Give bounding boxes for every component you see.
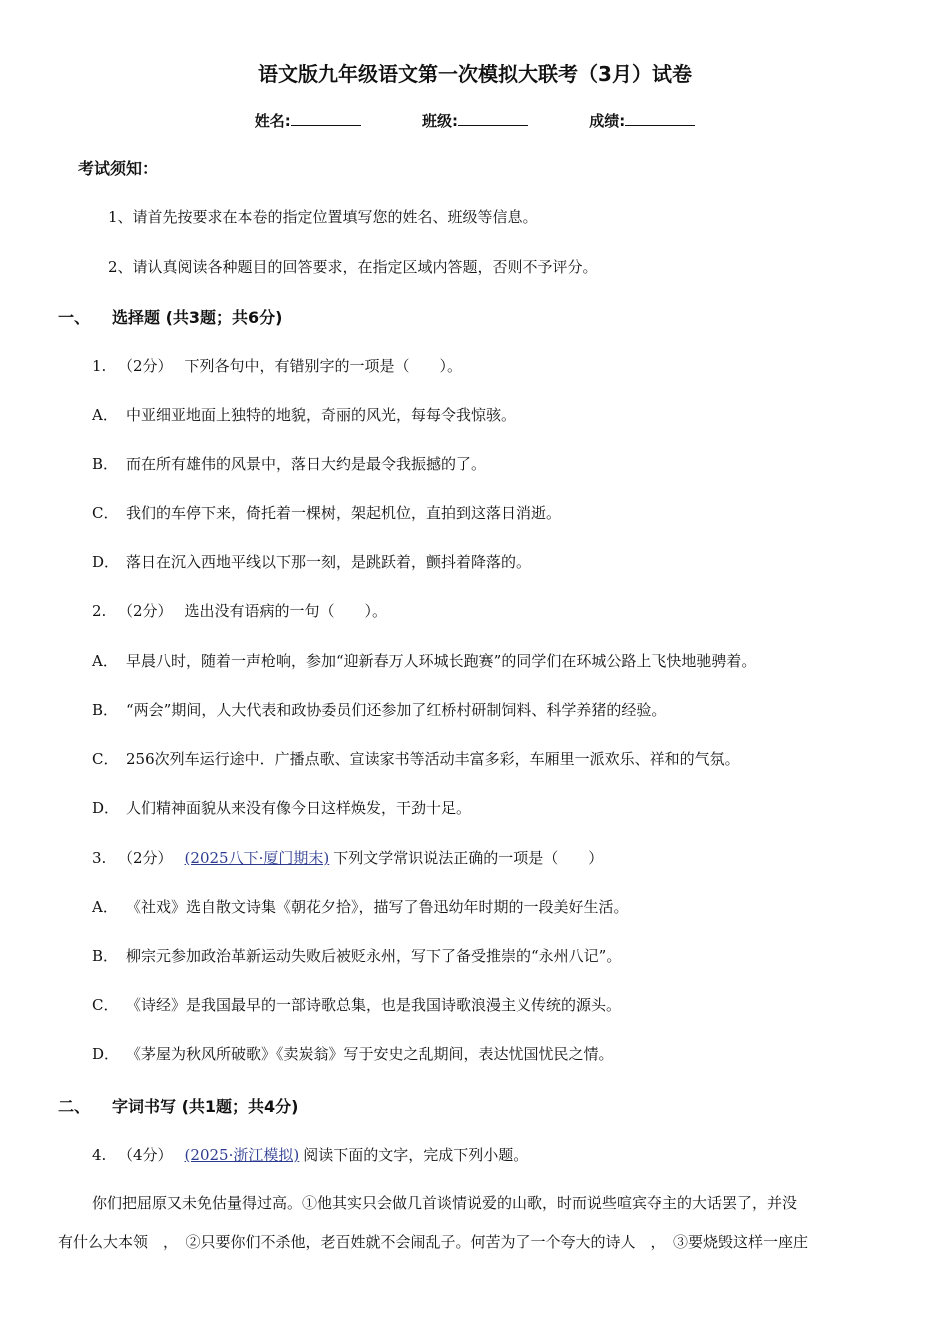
name-blank[interactable]: [291, 113, 361, 126]
question-2: 2. （2分） 选出没有语病的一句（ ）。: [92, 602, 388, 620]
option-2d[interactable]: D． 人们精神面貌从来没有像今日这样焕发，干劲十足。: [92, 799, 472, 817]
student-info-line: [0, 110, 950, 131]
question-source-link[interactable]: (2025·浙江模拟): [184, 1146, 300, 1164]
question-stem: 阅读下面的文字，完成下列小题。: [303, 1146, 529, 1164]
question-1: 1. （2分） 下列各句中，有错别字的一项是（ ）。: [92, 357, 463, 375]
question-stem: 选出没有语病的一句（ ）。: [184, 602, 388, 620]
score-field[interactable]: 成绩:: [589, 110, 695, 131]
question-score: （2分）: [118, 357, 173, 375]
class-blank[interactable]: [458, 113, 528, 126]
option-2c[interactable]: C． 256次列车运行途中．广播点歌、宣读家书等活动丰富多彩，车厢里一派欢乐、祥和的气氛。: [92, 750, 740, 768]
option-3d[interactable]: D． 《茅屋为秋风所破歌》《卖炭翁》写于安史之乱期间，表达忧国忧民之情。: [92, 1045, 614, 1063]
question-score: （2分）: [118, 602, 173, 620]
notice-item-2: 2、请认真阅读各种题目的回答要求，在指定区域内答题，否则不予评分。: [108, 258, 598, 276]
question-source-link[interactable]: (2025八下·厦门期末): [184, 849, 330, 867]
notice-heading: 考试须知：: [78, 159, 159, 178]
passage-line-2: 有什么大本领 ， ②只要你们不杀他，老百姓就不会闹乱子。何苦为了一个夸大的诗人 ， ③要烧毁这样一座庄: [58, 1233, 809, 1251]
option-1b[interactable]: B． 而在所有雄伟的风景中，落日大约是最令我振撼的了。: [92, 455, 487, 473]
option-1a[interactable]: A． 中亚细亚地面上独特的地貌，奇丽的风光，每每令我惊骇。: [92, 406, 517, 424]
question-score: （2分）: [118, 849, 173, 867]
notice-item-1: 1、请首先按要求在本卷的指定位置填写您的姓名、班级等信息。: [108, 208, 538, 226]
exam-title: 语文版九年级语文第一次模拟大联考（3月）试卷: [258, 62, 692, 86]
passage-line-1: 你们把屈原又未免估量得过高。①他其实只会做几首谈情说爱的山歌，时而说些喧宾夺主的大话罢了，并没: [92, 1194, 798, 1212]
option-3a[interactable]: A． 《社戏》选自散文诗集《朝花夕拾》，描写了鲁迅幼年时期的一段美好生活。: [92, 898, 629, 916]
question-3: 3. （2分） (2025八下·厦门期末) 下列文学常识说法正确的一项是（ ）: [92, 849, 604, 867]
section-heading-2: 二、 字词书写 (共1题；共4分): [58, 1097, 299, 1116]
option-3c[interactable]: C． 《诗经》是我国最早的一部诗歌总集，也是我国诗歌浪漫主义传统的源头。: [92, 996, 622, 1014]
section-heading-1: 一、 选择题 (共3题；共6分): [58, 308, 283, 327]
question-4: 4. （4分） (2025·浙江模拟) 阅读下面的文字，完成下列小题。: [92, 1146, 529, 1164]
option-3b[interactable]: B． 柳宗元参加政治革新运动失败后被贬永州，写下了备受推崇的“永州八记”。: [92, 947, 622, 965]
name-field[interactable]: 姓名:: [255, 110, 361, 131]
option-1c[interactable]: C． 我们的车停下来，倚托着一棵树，架起机位，直拍到这落日消逝。: [92, 504, 562, 522]
option-2b[interactable]: B． “两会”期间，人大代表和政协委员们还参加了红桥村研制饲料、科学养猪的经验。: [92, 701, 667, 719]
question-stem: 下列各句中，有错别字的一项是（ ）。: [184, 357, 463, 375]
class-field[interactable]: 班级:: [422, 110, 528, 131]
option-2a[interactable]: A． 早晨八时，随着一声枪响，参加“迎新春万人环城长跑赛”的同学们在环城公路上飞快地驰骋着。: [92, 652, 757, 670]
question-score: （4分）: [118, 1146, 173, 1164]
question-stem: 下列文学常识说法正确的一项是（ ）: [333, 849, 604, 867]
option-1d[interactable]: D． 落日在沉入西地平线以下那一刻，是跳跃着，颤抖着降落的。: [92, 553, 532, 571]
score-blank[interactable]: [625, 113, 695, 126]
